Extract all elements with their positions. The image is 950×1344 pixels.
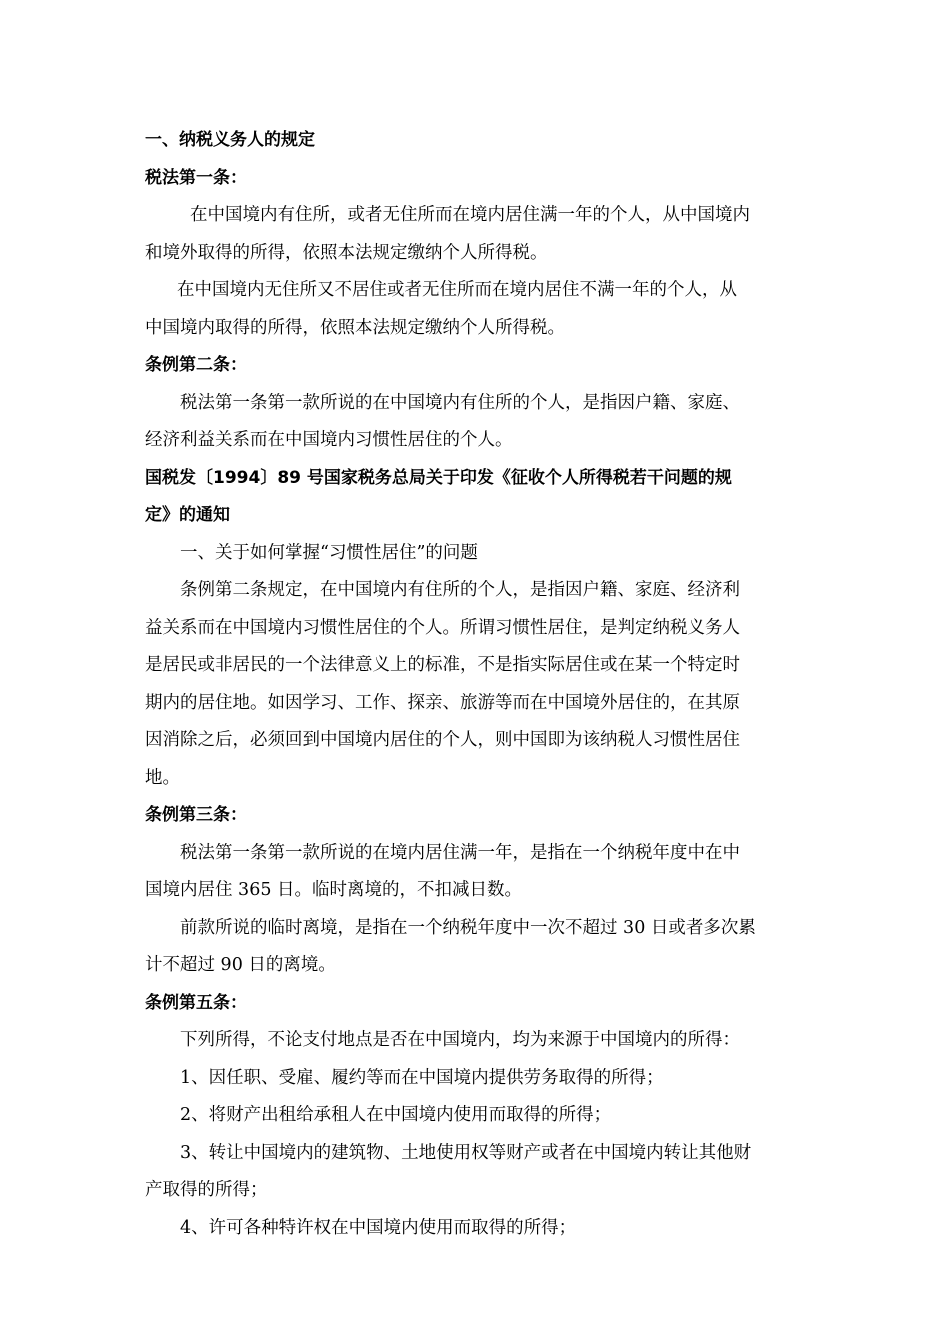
notice-title-line2: 定》的通知: [145, 505, 230, 525]
regulation-article-3-p1-line1: 税法第一条第一款所说的在境内居住满一年，是指在一个纳税年度中在中: [180, 842, 740, 863]
notice-paragraph-line6: 地。: [145, 767, 180, 788]
notice-title-line1: 国税发〔1994〕89 号国家税务总局关于印发《征收个人所得税若干问题的规: [145, 467, 732, 488]
document-body: [145, 122, 810, 1247]
regulation-article-3-title: 条例第三条：: [145, 805, 247, 825]
regulation-article-5-item-2: 2、将财产出租给承租人在中国境内使用而取得的所得；: [180, 1105, 612, 1125]
regulation-article-5-item-3-line1: 3、转让中国境内的建筑物、土地使用权等财产或者在中国境内转让其他财: [180, 1142, 752, 1163]
notice-paragraph-line5: 因消除之后，必须回到中国境内居住的个人，则中国即为该纳税人习惯性居住: [145, 730, 740, 750]
regulation-article-5-item-4: 4、许可各种特许权在中国境内使用而取得的所得；: [180, 1217, 577, 1238]
notice-paragraph-line3: 是居民或非居民的一个法律意义上的标准，不是指实际居住或在某一个特定时: [145, 655, 740, 675]
regulation-article-5-item-3-line2: 产取得的所得；: [145, 1180, 268, 1200]
regulation-article-2-title: 条例第二条：: [145, 355, 247, 375]
regulation-article-3-p2-line2: 计不超过 90 日的离境。: [145, 955, 336, 975]
notice-subheading: 一、关于如何掌握“习惯性居住”的问题: [180, 542, 478, 563]
notice-paragraph-line4: 期内的居住地。如因学习、工作、探亲、旅游等而在中国境外居住的，在其原: [145, 692, 740, 713]
notice-paragraph-line2: 益关系而在中国境内习惯性居住的个人。所谓习惯性居住，是判定纳税义务人: [145, 617, 740, 638]
tax-law-article-1-title: 税法第一条：: [145, 167, 247, 188]
regulation-article-3-p1-line2: 国境内居住 365 日。临时离境的，不扣减日数。: [145, 880, 523, 900]
tax-law-article-1-p1-line2: 和境外取得的所得，依照本法规定缴纳个人所得税。: [145, 242, 548, 263]
tax-law-article-1-p2-line1: 在中国境内无住所又不居住或者无住所而在境内居住不满一年的个人，从: [177, 280, 737, 300]
regulation-article-5-title: 条例第五条：: [145, 992, 247, 1013]
regulation-article-2-line2: 经济利益关系而在中国境内习惯性居住的个人。: [145, 430, 513, 450]
tax-law-article-1-p1-line1: 在中国境内有住所，或者无住所而在境内居住满一年的个人，从中国境内: [190, 205, 750, 225]
regulation-article-5-intro: 下列所得，不论支付地点是否在中国境内，均为来源于中国境内的所得：: [180, 1030, 740, 1050]
notice-paragraph-line1: 条例第二条规定，在中国境内有住所的个人，是指因户籍、家庭、经济利: [180, 580, 740, 600]
tax-law-article-1-p2-line2: 中国境内取得的所得，依照本法规定缴纳个人所得税。: [145, 317, 565, 338]
section-heading: 一、纳税义务人的规定: [145, 130, 315, 150]
regulation-article-3-p2-line1: 前款所说的临时离境，是指在一个纳税年度中一次不超过 30 日或者多次累: [180, 917, 756, 938]
regulation-article-5-item-1: 1、因任职、受雇、履约等而在中国境内提供劳务取得的所得；: [180, 1067, 664, 1088]
regulation-article-2-line1: 税法第一条第一款所说的在中国境内有住所的个人，是指因户籍、家庭、: [180, 392, 740, 413]
